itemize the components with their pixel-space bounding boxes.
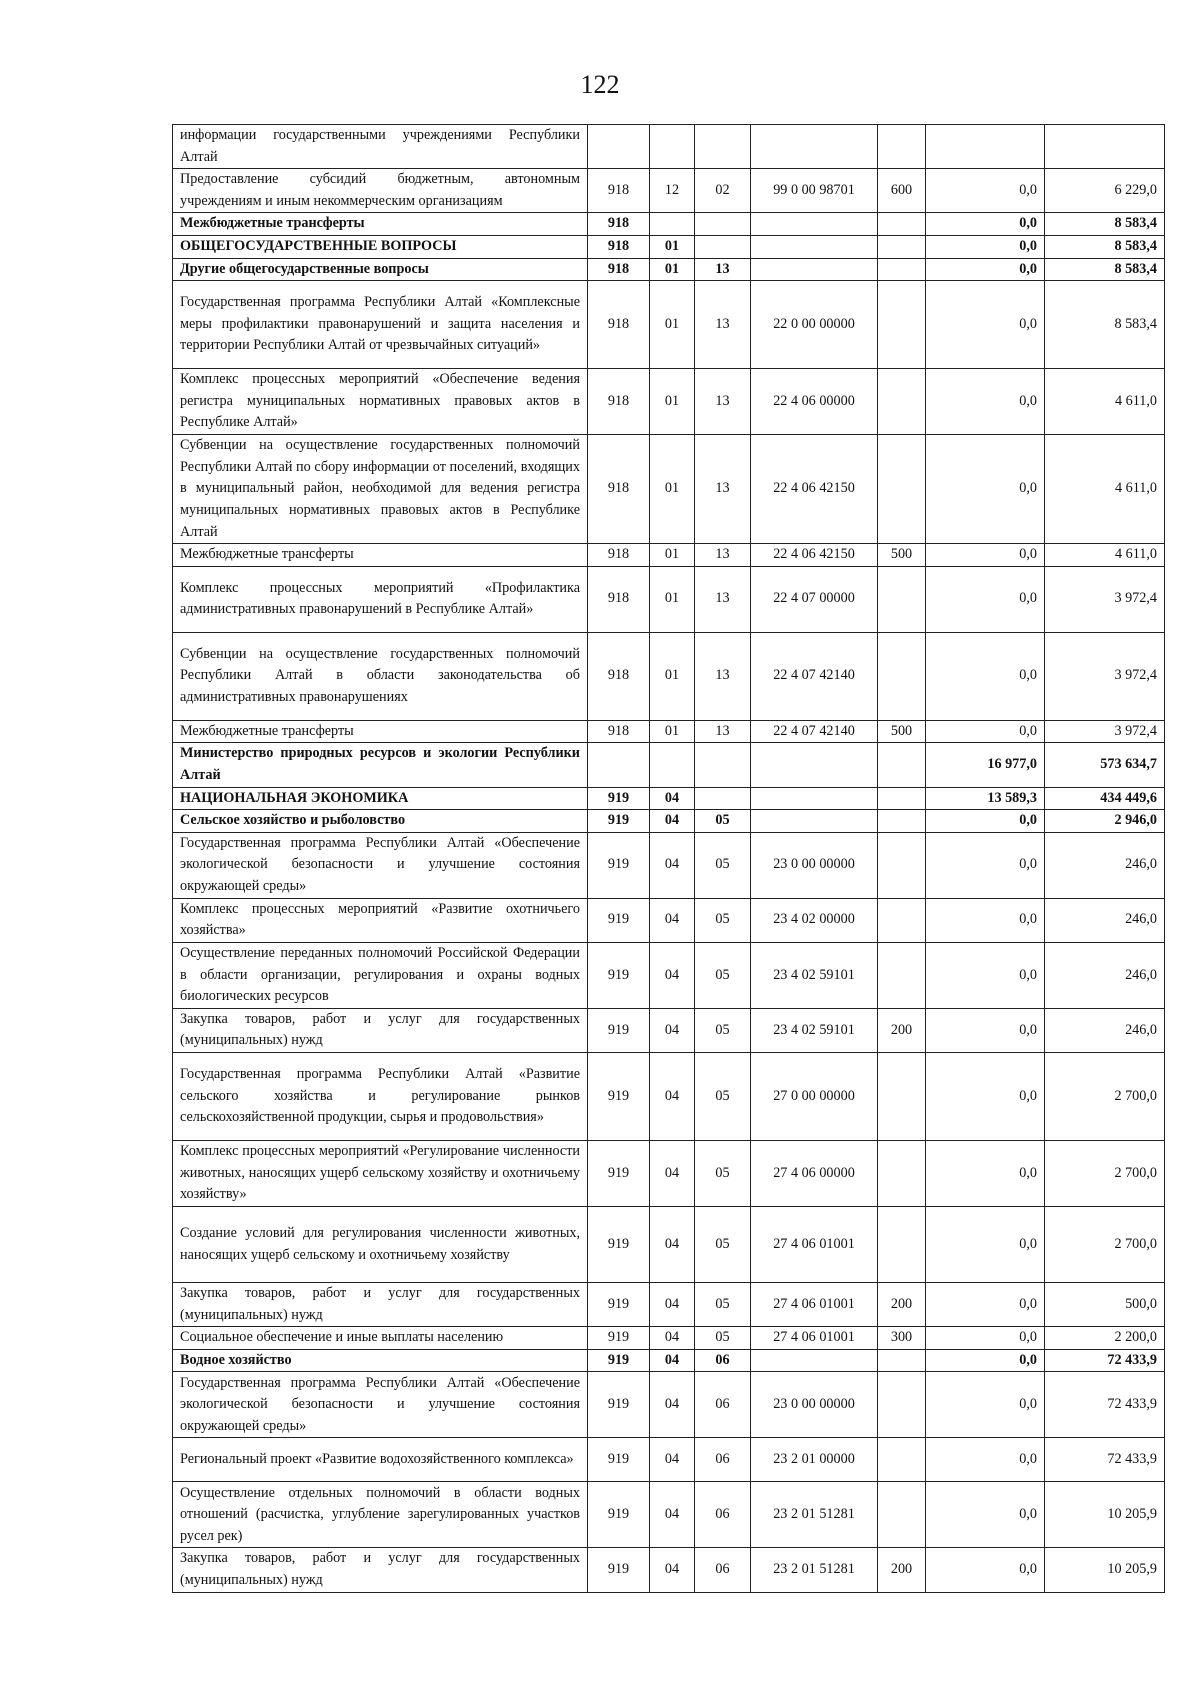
row-target-article-cell (751, 235, 878, 258)
row-expense-type-cell (878, 1438, 926, 1482)
row-target-article-cell (751, 1349, 878, 1372)
row-section-code-cell: 04 (650, 1349, 695, 1372)
row-name-cell: Межбюджетные трансферты (173, 213, 588, 236)
row-amount-1-cell: 0,0 (926, 810, 1045, 833)
row-amount-1-cell: 0,0 (926, 235, 1045, 258)
row-target-article-cell: 22 4 06 00000 (751, 369, 878, 435)
table-row (173, 1349, 1165, 1372)
row-section-code-cell: 01 (650, 235, 695, 258)
row-amount-2-cell: 72 433,9 (1045, 1372, 1165, 1438)
row-amount-1-cell: 0,0 (926, 281, 1045, 369)
table-row (173, 632, 1165, 720)
row-name-cell: Субвенции на осуществление государственных полномочий Республики Алтай в области законодательства об административных правонарушениях (173, 632, 588, 720)
row-subsection-code-cell (695, 125, 751, 169)
table-row (173, 1207, 1165, 1283)
row-subsection-code-cell: 06 (695, 1372, 751, 1438)
row-amount-1-cell: 0,0 (926, 1141, 1045, 1207)
row-section-code-cell (650, 743, 695, 787)
table-row (173, 1008, 1165, 1052)
row-subsection-code-cell: 13 (695, 258, 751, 281)
row-name-cell: Закупка товаров, работ и услуг для государственных (муниципальных) нужд (173, 1283, 588, 1327)
row-ministry-code-cell: 919 (588, 1482, 650, 1548)
row-section-code-cell: 04 (650, 898, 695, 942)
row-subsection-code-cell: 06 (695, 1349, 751, 1372)
row-amount-2-cell: 246,0 (1045, 832, 1165, 898)
row-amount-1-cell: 0,0 (926, 1372, 1045, 1438)
row-target-article-cell: 23 0 00 00000 (751, 832, 878, 898)
row-amount-2-cell: 500,0 (1045, 1283, 1165, 1327)
row-section-code-cell: 04 (650, 1548, 695, 1592)
row-name-cell: Другие общегосударственные вопросы (173, 258, 588, 281)
row-ministry-code-cell: 918 (588, 258, 650, 281)
row-ministry-code-cell: 919 (588, 832, 650, 898)
row-amount-1-cell: 0,0 (926, 566, 1045, 632)
row-subsection-code-cell: 13 (695, 281, 751, 369)
table-row (173, 1482, 1165, 1548)
row-ministry-code-cell: 919 (588, 1207, 650, 1283)
row-amount-2-cell: 3 972,4 (1045, 566, 1165, 632)
row-target-article-cell: 27 4 06 00000 (751, 1141, 878, 1207)
row-amount-1-cell: 0,0 (926, 1008, 1045, 1052)
row-section-code-cell: 04 (650, 1207, 695, 1283)
row-ministry-code-cell: 919 (588, 1548, 650, 1592)
row-section-code-cell: 01 (650, 632, 695, 720)
row-ministry-code-cell: 919 (588, 787, 650, 810)
row-amount-2-cell: 2 200,0 (1045, 1327, 1165, 1350)
row-section-code-cell: 04 (650, 832, 695, 898)
row-target-article-cell: 27 4 06 01001 (751, 1207, 878, 1283)
table-row (173, 369, 1165, 435)
row-amount-2-cell: 4 611,0 (1045, 435, 1165, 544)
row-name-cell: НАЦИОНАЛЬНАЯ ЭКОНОМИКА (173, 787, 588, 810)
row-subsection-code-cell: 13 (695, 720, 751, 743)
row-name-cell: Комплекс процессных мероприятий «Регулирование численности животных, наносящих ущерб сельскому хозяйству и охотничьему хозяйству» (173, 1141, 588, 1207)
row-ministry-code-cell (588, 125, 650, 169)
row-name-cell: Осуществление отдельных полномочий в области водных отношений (расчистка, углубление зарегулированных участков русел рек) (173, 1482, 588, 1548)
row-amount-2-cell: 10 205,9 (1045, 1482, 1165, 1548)
row-section-code-cell: 04 (650, 942, 695, 1008)
row-name-cell: Государственная программа Республики Алтай «Развитие сельского хозяйства и регулирование рынков сельскохозяйственной продукции, сырья и продовольствия» (173, 1053, 588, 1141)
row-ministry-code-cell: 918 (588, 544, 650, 567)
row-target-article-cell (751, 258, 878, 281)
row-name-cell: Сельское хозяйство и рыболовство (173, 810, 588, 833)
row-ministry-code-cell: 919 (588, 1438, 650, 1482)
row-ministry-code-cell: 919 (588, 1372, 650, 1438)
table-row (173, 832, 1165, 898)
row-target-article-cell: 27 4 06 01001 (751, 1283, 878, 1327)
row-ministry-code-cell: 919 (588, 1053, 650, 1141)
row-ministry-code-cell: 918 (588, 169, 650, 213)
row-amount-2-cell: 246,0 (1045, 942, 1165, 1008)
row-section-code-cell: 04 (650, 1283, 695, 1327)
row-target-article-cell (751, 125, 878, 169)
row-expense-type-cell (878, 787, 926, 810)
row-amount-2-cell: 2 946,0 (1045, 810, 1165, 833)
row-ministry-code-cell: 918 (588, 281, 650, 369)
row-amount-1-cell: 0,0 (926, 1349, 1045, 1372)
row-amount-2-cell: 8 583,4 (1045, 213, 1165, 236)
table-row (173, 125, 1165, 169)
row-target-article-cell: 22 4 06 42150 (751, 435, 878, 544)
table-row (173, 544, 1165, 567)
row-subsection-code-cell: 13 (695, 544, 751, 567)
row-ministry-code-cell: 918 (588, 435, 650, 544)
row-subsection-code-cell: 06 (695, 1438, 751, 1482)
row-expense-type-cell (878, 281, 926, 369)
row-amount-2-cell: 4 611,0 (1045, 369, 1165, 435)
row-target-article-cell: 27 0 00 00000 (751, 1053, 878, 1141)
row-amount-2-cell: 3 972,4 (1045, 720, 1165, 743)
row-amount-1-cell: 0,0 (926, 213, 1045, 236)
row-expense-type-cell (878, 1141, 926, 1207)
row-name-cell: Субвенции на осуществление государственных полномочий Республики Алтай по сбору информации от поселений, входящих в муниципальный район, необходимой для ведения регистра муниципальных нормативных правовых актов в Республике Алтай (173, 435, 588, 544)
row-amount-1-cell: 0,0 (926, 1207, 1045, 1283)
row-target-article-cell: 23 4 02 59101 (751, 942, 878, 1008)
row-amount-2-cell: 10 205,9 (1045, 1548, 1165, 1592)
row-amount-1-cell: 0,0 (926, 435, 1045, 544)
table-row (173, 213, 1165, 236)
row-expense-type-cell (878, 942, 926, 1008)
row-expense-type-cell (878, 1053, 926, 1141)
row-expense-type-cell (878, 632, 926, 720)
budget-table (172, 124, 1165, 1593)
row-name-cell: Комплекс процессных мероприятий «Профилактика административных правонарушений в Республике Алтай» (173, 566, 588, 632)
row-expense-type-cell (878, 566, 926, 632)
row-section-code-cell: 04 (650, 1482, 695, 1548)
row-expense-type-cell: 300 (878, 1327, 926, 1350)
row-amount-1-cell: 0,0 (926, 169, 1045, 213)
row-expense-type-cell: 500 (878, 720, 926, 743)
row-amount-2-cell: 6 229,0 (1045, 169, 1165, 213)
row-expense-type-cell (878, 435, 926, 544)
row-name-cell: Закупка товаров, работ и услуг для государственных (муниципальных) нужд (173, 1548, 588, 1592)
row-subsection-code-cell: 05 (695, 1053, 751, 1141)
row-subsection-code-cell (695, 235, 751, 258)
row-section-code-cell: 04 (650, 1372, 695, 1438)
row-expense-type-cell (878, 369, 926, 435)
row-target-article-cell: 23 2 01 51281 (751, 1548, 878, 1592)
row-expense-type-cell (878, 743, 926, 787)
row-target-article-cell (751, 743, 878, 787)
row-amount-1-cell: 0,0 (926, 1053, 1045, 1141)
row-amount-1-cell: 0,0 (926, 1548, 1045, 1592)
table-row (173, 743, 1165, 787)
row-ministry-code-cell: 918 (588, 720, 650, 743)
row-target-article-cell: 23 2 01 00000 (751, 1438, 878, 1482)
row-subsection-code-cell: 05 (695, 810, 751, 833)
row-amount-2-cell: 2 700,0 (1045, 1207, 1165, 1283)
row-subsection-code-cell (695, 787, 751, 810)
row-section-code-cell: 01 (650, 720, 695, 743)
row-ministry-code-cell (588, 743, 650, 787)
row-name-cell: Предоставление субсидий бюджетным, автономным учреждениям и иным некоммерческим организациям (173, 169, 588, 213)
row-name-cell: Закупка товаров, работ и услуг для государственных (муниципальных) нужд (173, 1008, 588, 1052)
table-row (173, 1438, 1165, 1482)
row-subsection-code-cell: 06 (695, 1548, 751, 1592)
row-target-article-cell: 22 4 07 42140 (751, 720, 878, 743)
row-name-cell: Государственная программа Республики Алтай «Обеспечение экологической безопасности и улучшение состояния окружающей среды» (173, 1372, 588, 1438)
row-subsection-code-cell: 05 (695, 898, 751, 942)
row-subsection-code-cell: 05 (695, 1207, 751, 1283)
row-amount-2-cell: 8 583,4 (1045, 281, 1165, 369)
row-target-article-cell: 22 4 07 42140 (751, 632, 878, 720)
table-row (173, 258, 1165, 281)
table-row (173, 281, 1165, 369)
row-amount-1-cell: 0,0 (926, 720, 1045, 743)
table-row (173, 810, 1165, 833)
row-section-code-cell: 01 (650, 258, 695, 281)
row-expense-type-cell (878, 1207, 926, 1283)
table-row (173, 1372, 1165, 1438)
row-subsection-code-cell: 02 (695, 169, 751, 213)
row-section-code-cell: 01 (650, 369, 695, 435)
row-amount-1-cell: 0,0 (926, 258, 1045, 281)
row-target-article-cell: 99 0 00 98701 (751, 169, 878, 213)
row-ministry-code-cell: 919 (588, 810, 650, 833)
row-ministry-code-cell: 919 (588, 1008, 650, 1052)
row-subsection-code-cell: 05 (695, 1283, 751, 1327)
row-name-cell: Социальное обеспечение и иные выплаты населению (173, 1327, 588, 1350)
row-subsection-code-cell: 13 (695, 435, 751, 544)
row-ministry-code-cell: 919 (588, 898, 650, 942)
row-target-article-cell (751, 787, 878, 810)
row-expense-type-cell (878, 898, 926, 942)
row-amount-2-cell: 3 972,4 (1045, 632, 1165, 720)
row-target-article-cell: 27 4 06 01001 (751, 1327, 878, 1350)
row-subsection-code-cell: 05 (695, 832, 751, 898)
row-target-article-cell: 22 4 07 00000 (751, 566, 878, 632)
row-amount-1-cell: 0,0 (926, 544, 1045, 567)
table-row (173, 435, 1165, 544)
row-section-code-cell: 04 (650, 1141, 695, 1207)
row-subsection-code-cell: 13 (695, 632, 751, 720)
row-expense-type-cell: 200 (878, 1008, 926, 1052)
row-subsection-code-cell: 05 (695, 1141, 751, 1207)
row-amount-2-cell: 8 583,4 (1045, 258, 1165, 281)
row-expense-type-cell: 500 (878, 544, 926, 567)
row-amount-1-cell: 0,0 (926, 632, 1045, 720)
row-target-article-cell: 23 4 02 00000 (751, 898, 878, 942)
row-expense-type-cell: 200 (878, 1548, 926, 1592)
row-amount-2-cell: 2 700,0 (1045, 1053, 1165, 1141)
row-expense-type-cell: 600 (878, 169, 926, 213)
row-target-article-cell: 23 0 00 00000 (751, 1372, 878, 1438)
row-amount-2-cell: 8 583,4 (1045, 235, 1165, 258)
row-amount-1-cell: 0,0 (926, 942, 1045, 1008)
row-section-code-cell: 04 (650, 1438, 695, 1482)
row-subsection-code-cell: 05 (695, 1327, 751, 1350)
row-subsection-code-cell (695, 743, 751, 787)
row-expense-type-cell (878, 125, 926, 169)
row-name-cell: Осуществление переданных полномочий Российской Федерации в области организации, регулирования и охраны водных биологических ресурсов (173, 942, 588, 1008)
row-section-code-cell: 04 (650, 810, 695, 833)
table-row (173, 169, 1165, 213)
table-row (173, 1548, 1165, 1592)
row-name-cell: информации государственными учреждениями Республики Алтай (173, 125, 588, 169)
row-ministry-code-cell: 919 (588, 1327, 650, 1350)
row-section-code-cell: 04 (650, 787, 695, 810)
row-section-code-cell: 04 (650, 1327, 695, 1350)
row-amount-2-cell: 434 449,6 (1045, 787, 1165, 810)
table-row (173, 1327, 1165, 1350)
row-subsection-code-cell: 05 (695, 942, 751, 1008)
row-name-cell: Комплекс процессных мероприятий «Обеспечение ведения регистра муниципальных нормативных правовых актов в Республике Алтай» (173, 369, 588, 435)
row-amount-1-cell: 16 977,0 (926, 743, 1045, 787)
row-section-code-cell: 04 (650, 1053, 695, 1141)
row-ministry-code-cell: 918 (588, 369, 650, 435)
row-ministry-code-cell: 918 (588, 213, 650, 236)
row-name-cell: Межбюджетные трансферты (173, 720, 588, 743)
row-name-cell: ОБЩЕГОСУДАРСТВЕННЫЕ ВОПРОСЫ (173, 235, 588, 258)
row-target-article-cell: 23 4 02 59101 (751, 1008, 878, 1052)
row-ministry-code-cell: 919 (588, 1141, 650, 1207)
row-ministry-code-cell: 918 (588, 235, 650, 258)
row-amount-2-cell: 2 700,0 (1045, 1141, 1165, 1207)
row-name-cell: Комплекс процессных мероприятий «Развитие охотничьего хозяйства» (173, 898, 588, 942)
row-amount-2-cell: 246,0 (1045, 1008, 1165, 1052)
row-amount-1-cell: 0,0 (926, 1438, 1045, 1482)
row-amount-2-cell: 4 611,0 (1045, 544, 1165, 567)
row-target-article-cell: 23 2 01 51281 (751, 1482, 878, 1548)
row-amount-1-cell (926, 125, 1045, 169)
row-name-cell: Создание условий для регулирования численности животных, наносящих ущерб сельскому и охотничьему хозяйству (173, 1207, 588, 1283)
row-amount-2-cell (1045, 125, 1165, 169)
row-subsection-code-cell: 13 (695, 566, 751, 632)
table-row (173, 787, 1165, 810)
row-target-article-cell: 22 0 00 00000 (751, 281, 878, 369)
row-expense-type-cell (878, 258, 926, 281)
table-row (173, 898, 1165, 942)
row-subsection-code-cell: 13 (695, 369, 751, 435)
table-row (173, 942, 1165, 1008)
row-ministry-code-cell: 918 (588, 566, 650, 632)
row-amount-2-cell: 573 634,7 (1045, 743, 1165, 787)
row-expense-type-cell (878, 810, 926, 833)
row-section-code-cell: 01 (650, 435, 695, 544)
row-amount-1-cell: 0,0 (926, 1283, 1045, 1327)
row-ministry-code-cell: 919 (588, 1349, 650, 1372)
table-row (173, 235, 1165, 258)
row-amount-1-cell: 0,0 (926, 369, 1045, 435)
row-name-cell: Государственная программа Республики Алтай «Обеспечение экологической безопасности и улучшение состояния окружающей среды» (173, 832, 588, 898)
row-section-code-cell: 04 (650, 1008, 695, 1052)
row-name-cell: Региональный проект «Развитие водохозяйственного комплекса» (173, 1438, 588, 1482)
row-target-article-cell (751, 810, 878, 833)
row-name-cell: Водное хозяйство (173, 1349, 588, 1372)
page-number: 122 (580, 70, 620, 99)
row-section-code-cell: 12 (650, 169, 695, 213)
row-amount-2-cell: 246,0 (1045, 898, 1165, 942)
row-expense-type-cell (878, 235, 926, 258)
row-amount-1-cell: 0,0 (926, 898, 1045, 942)
row-subsection-code-cell (695, 213, 751, 236)
row-expense-type-cell (878, 832, 926, 898)
row-subsection-code-cell: 05 (695, 1008, 751, 1052)
table-row (173, 1283, 1165, 1327)
row-name-cell: Министерство природных ресурсов и экологии Республики Алтай (173, 743, 588, 787)
row-amount-1-cell: 0,0 (926, 1482, 1045, 1548)
row-expense-type-cell (878, 213, 926, 236)
row-ministry-code-cell: 919 (588, 1283, 650, 1327)
row-name-cell: Межбюджетные трансферты (173, 544, 588, 567)
row-target-article-cell (751, 213, 878, 236)
row-subsection-code-cell: 06 (695, 1482, 751, 1548)
table-row (173, 1053, 1165, 1141)
row-target-article-cell: 22 4 06 42150 (751, 544, 878, 567)
row-amount-1-cell: 0,0 (926, 832, 1045, 898)
row-section-code-cell: 01 (650, 566, 695, 632)
table-row (173, 1141, 1165, 1207)
row-name-cell: Государственная программа Республики Алтай «Комплексные меры профилактики правонарушений и защита населения и территории Республики Алтай от чрезвычайных ситуаций» (173, 281, 588, 369)
row-expense-type-cell (878, 1349, 926, 1372)
row-amount-2-cell: 72 433,9 (1045, 1349, 1165, 1372)
row-section-code-cell (650, 213, 695, 236)
row-section-code-cell (650, 125, 695, 169)
table-row (173, 720, 1165, 743)
row-ministry-code-cell: 918 (588, 632, 650, 720)
row-expense-type-cell: 200 (878, 1283, 926, 1327)
row-section-code-cell: 01 (650, 281, 695, 369)
row-amount-1-cell: 13 589,3 (926, 787, 1045, 810)
row-expense-type-cell (878, 1372, 926, 1438)
row-amount-1-cell: 0,0 (926, 1327, 1045, 1350)
row-ministry-code-cell: 919 (588, 942, 650, 1008)
row-amount-2-cell: 72 433,9 (1045, 1438, 1165, 1482)
table-row (173, 566, 1165, 632)
row-section-code-cell: 01 (650, 544, 695, 567)
row-expense-type-cell (878, 1482, 926, 1548)
